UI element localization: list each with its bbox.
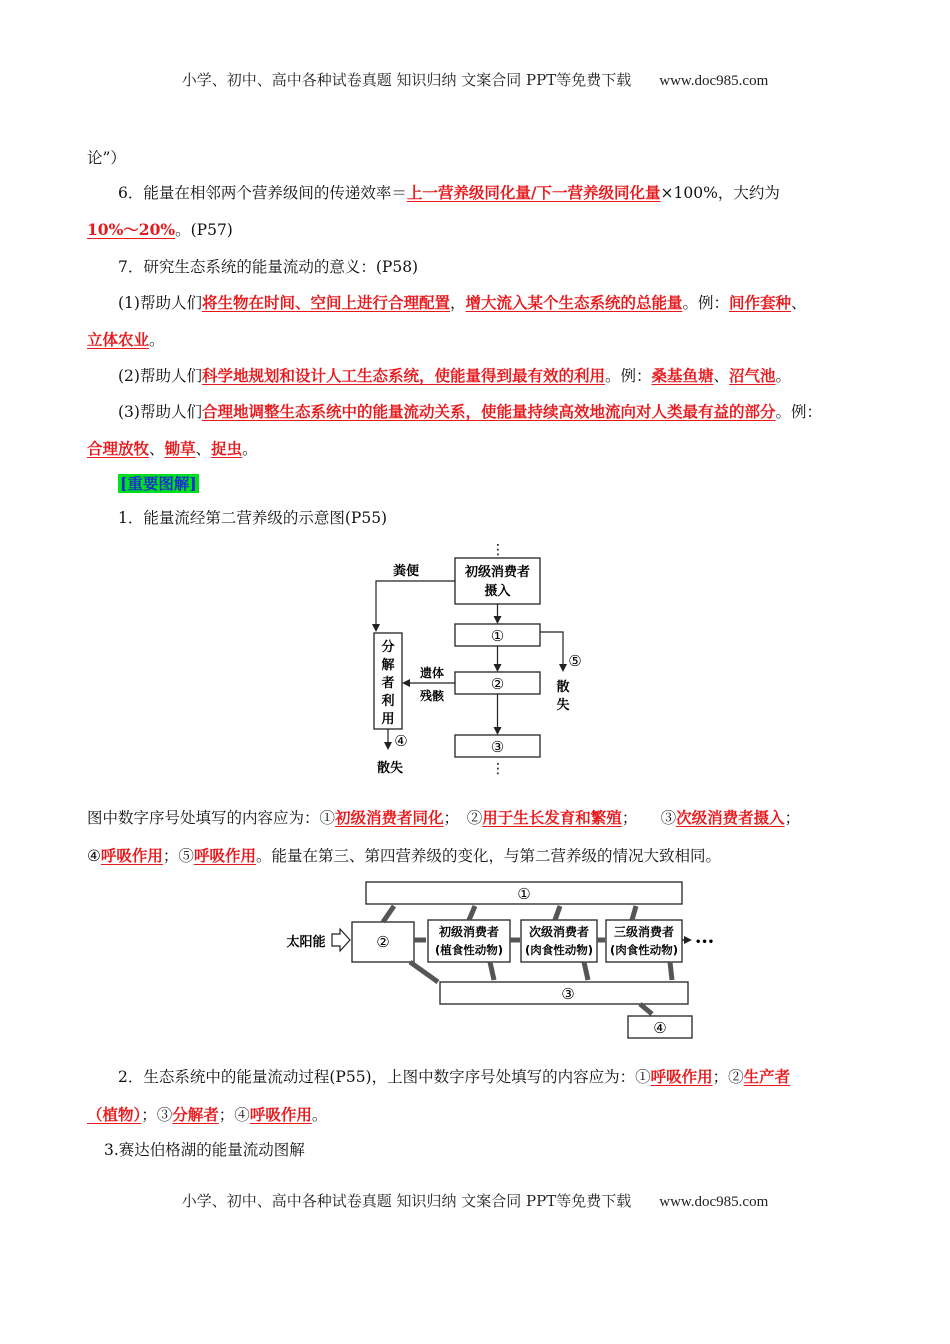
decomposer-char: 用 xyxy=(381,712,395,727)
lost-right-1: 散 xyxy=(556,680,570,695)
answer: 捉虫 xyxy=(211,439,243,458)
box-2-label: ② xyxy=(376,933,390,951)
arrow-3-to-4 xyxy=(640,1004,652,1014)
tertiary-label-1: 三级消费者 xyxy=(613,925,675,939)
answer: 增大流入某个生态系统的总能量 xyxy=(465,293,683,312)
line-0: 论”） xyxy=(87,149,126,167)
page-footer xyxy=(0,1190,950,1211)
arrow-feces xyxy=(376,581,455,630)
footer-url[interactable]: www.doc985.com xyxy=(659,1194,769,1210)
line-13: 2．生态系统中的能量流动过程(P55)，上图中数字序号处填写的内容应为：①呼吸作用；②生产者 xyxy=(118,1067,791,1086)
arrow-secondary-to-3 xyxy=(584,962,588,980)
line-6: (2)帮助人们科学地规划和设计人工生态系统，使能量得到最有效的利用。例：桑基鱼塘、沼气池。 xyxy=(118,366,792,385)
answer: 间作套种 xyxy=(729,293,792,312)
answer: 呼吸作用 xyxy=(650,1067,713,1086)
primary-label-2: (植食性动物) xyxy=(434,943,504,957)
dots-bottom: ⋮ xyxy=(491,761,505,777)
line-12: ④呼吸作用；⑤呼吸作用。能量在第三、第四营养级的变化，与第二营养级的情况大致相同。 xyxy=(87,846,721,865)
remains-label-2: 残骸 xyxy=(419,689,445,703)
answer: 合理地调整生态系统中的能量流动关系，使能量持续高效地流向对人类最有益的部分 xyxy=(201,402,776,421)
line-8: 合理放牧、锄草、捉虫。 xyxy=(87,439,258,458)
answer: 生产者 xyxy=(743,1067,791,1086)
decomposer-char: 分 xyxy=(381,640,395,655)
arrow-2-to-3 xyxy=(410,962,438,982)
line-11: 图中数字序号处填写的内容应为：①初级消费者同化； ②用于生长发育和繁殖； ③次级消费者摄入； xyxy=(87,808,801,827)
label-5: ⑤ xyxy=(568,652,582,670)
label-4: ④ xyxy=(394,732,408,750)
remains-label-1: 遗体 xyxy=(419,666,445,680)
arrow-tertiary-to-3 xyxy=(670,962,672,980)
footer-text: 小学、初中、高中各种试卷真题 知识归纳 文案合同 PPT等免费下载 xyxy=(181,1192,632,1210)
answer: 10%～20% xyxy=(87,220,176,239)
answer: 呼吸作用 xyxy=(249,1105,312,1124)
arrow-tertiary-to-1 xyxy=(632,906,636,920)
arrow-secondary-to-1 xyxy=(555,906,560,920)
answer: 合理放牧 xyxy=(87,439,150,458)
arrow-2-to-1 xyxy=(383,906,394,922)
line-9 xyxy=(118,473,898,495)
answer: （植物） xyxy=(87,1105,142,1124)
line-5: 立体农业。 xyxy=(87,330,165,349)
box-4-label: ④ xyxy=(653,1019,667,1037)
secondary-label-1: 次级消费者 xyxy=(528,925,590,939)
dots-top: ⋮ xyxy=(491,542,505,558)
diagram-second-trophic-level xyxy=(360,540,600,780)
arrow-1-to-5 xyxy=(540,632,563,670)
more-dots: ••• xyxy=(695,937,715,948)
box-3-label: ③ xyxy=(490,738,505,756)
answer: 立体农业 xyxy=(87,330,150,349)
line-3: 7．研究生态系统的能量流动的意义：(P58) xyxy=(118,258,419,276)
box-1-label: ① xyxy=(517,885,531,903)
answer: 将生物在时间、空间上进行合理配置 xyxy=(201,293,450,312)
header-url[interactable]: www.doc985.com xyxy=(659,73,769,89)
answer: 锄草 xyxy=(164,439,196,458)
answer: 科学地规划和设计人工生态系统，使能量得到最有效的利用 xyxy=(201,366,605,385)
line-15: 3.赛达伯格湖的能量流动图解 xyxy=(104,1141,305,1159)
decomposer-char: 者 xyxy=(381,676,395,691)
section-tag: [重要图解] xyxy=(120,474,197,493)
intake-label-2: 摄入 xyxy=(484,584,511,599)
arrow-primary-to-3 xyxy=(490,962,494,980)
answer: 次级消费者摄入 xyxy=(676,808,785,827)
header-text: 小学、初中、高中各种试卷真题 知识归纳 文案合同 PPT等免费下载 xyxy=(181,71,632,89)
answer: 呼吸作用 xyxy=(193,846,256,865)
sun-label: 太阳能 xyxy=(286,935,326,950)
box-1-label: ① xyxy=(490,627,505,645)
box-2-label: ② xyxy=(490,675,505,693)
box-3-label: ③ xyxy=(561,985,575,1003)
sun-arrow xyxy=(332,929,350,951)
answer: 沼气池 xyxy=(729,366,776,385)
decomposer-char: 解 xyxy=(381,658,395,673)
line-4: (1)帮助人们将生物在时间、空间上进行合理配置，增大流入某个生态系统的总能量。例：间作套种、 xyxy=(118,293,807,312)
answer: 上一营养级同化量/下一营养级同化量 xyxy=(406,183,661,202)
decomposer-char: 利 xyxy=(381,694,395,709)
answer: 用于生长发育和繁殖 xyxy=(482,808,622,827)
feces-label: 粪便 xyxy=(392,564,420,579)
tertiary-label-2: (肉食性动物) xyxy=(609,943,679,957)
secondary-label-2: (肉食性动物) xyxy=(524,943,594,957)
intake-label-1: 初级消费者 xyxy=(464,565,531,580)
line-1: 6．能量在相邻两个营养级间的传递效率＝上一营养级同化量/下一营养级同化量×100%，大约为 xyxy=(118,183,780,202)
arrow-primary-to-1 xyxy=(469,906,475,920)
line-7: (3)帮助人们合理地调整生态系统中的能量流动关系，使能量持续高效地流向对人类最有益的部分。例： xyxy=(118,402,822,421)
line-2: 10%～20%。(P57) xyxy=(87,220,233,239)
page-header xyxy=(0,69,950,90)
lost-bottom: 散失 xyxy=(376,761,404,776)
line-14: （植物）；③分解者；④呼吸作用。 xyxy=(87,1105,328,1124)
line-10: 1．能量流经第二营养级的示意图(P55) xyxy=(118,509,388,527)
answer: 呼吸作用 xyxy=(100,846,163,865)
answer: 分解者 xyxy=(172,1105,219,1124)
diagram-ecosystem-energy-flow xyxy=(280,878,720,1042)
primary-label-1: 初级消费者 xyxy=(438,925,500,939)
lost-right-2: 失 xyxy=(556,698,570,713)
answer: 桑基鱼塘 xyxy=(651,366,714,385)
answer: 初级消费者同化 xyxy=(335,808,444,827)
